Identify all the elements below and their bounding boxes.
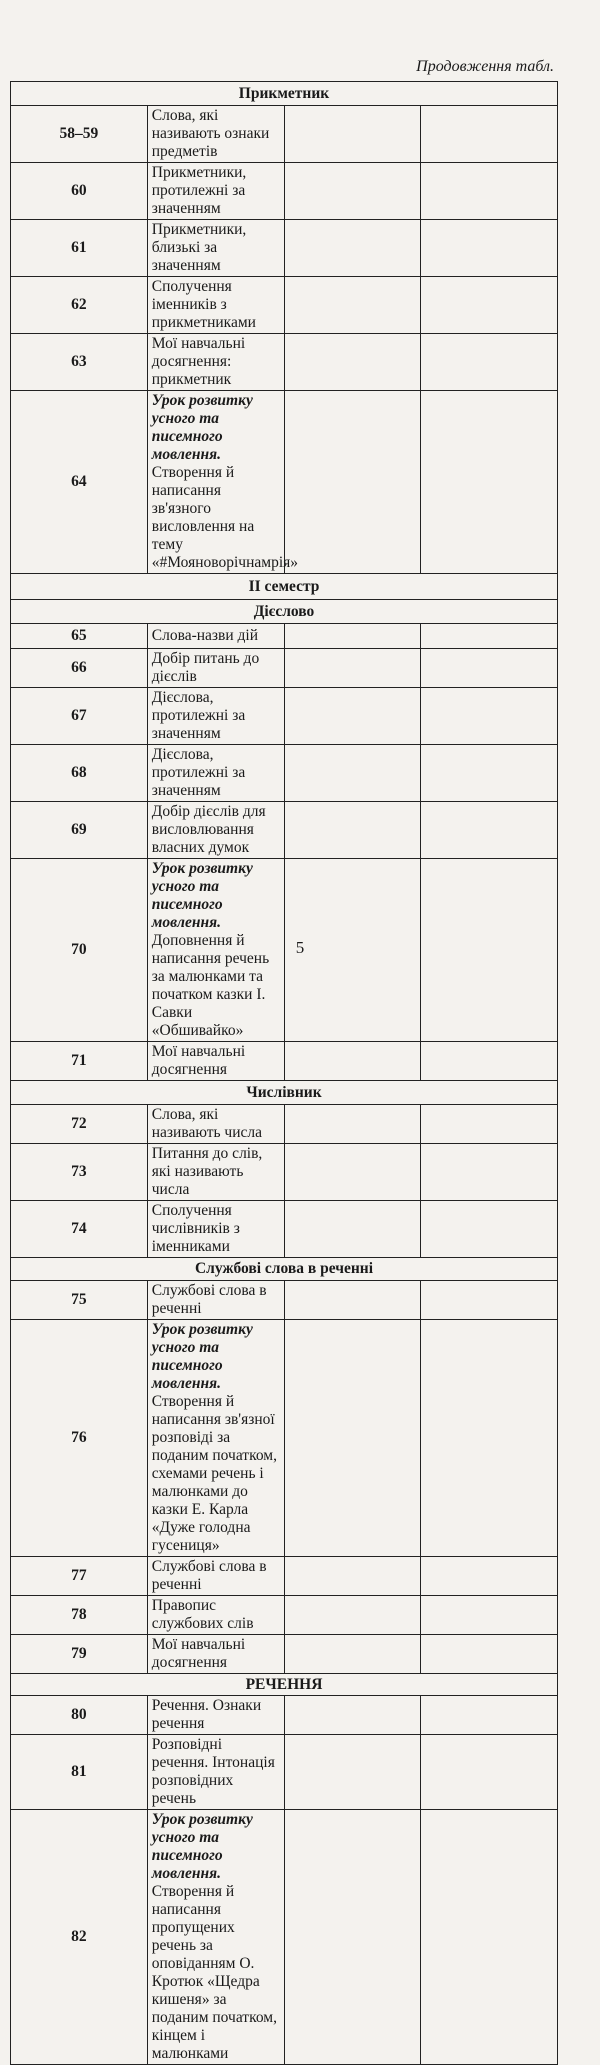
lesson-number: 72: [11, 1105, 148, 1144]
lesson-topic-text: Сполучення іменників з прикметниками: [151, 278, 256, 331]
empty-cell: [284, 277, 421, 334]
lesson-topic: [147, 1696, 284, 1735]
lesson-topic: [147, 802, 284, 859]
lesson-topic: [147, 688, 284, 745]
lesson-row: [11, 1201, 558, 1258]
lesson-topic-text: Питання до слів, які називають числа: [151, 1145, 263, 1198]
lesson-plan-table-body: [11, 82, 558, 2065]
lesson-number: 62: [11, 277, 148, 334]
lesson-number: 81: [11, 1735, 148, 1810]
empty-cell: [284, 1105, 421, 1144]
lesson-number: 67: [11, 688, 148, 745]
empty-cell: [284, 802, 421, 859]
empty-cell: [421, 624, 558, 649]
lesson-topic-text: Прикметники, протилежні за значенням: [151, 164, 247, 217]
lesson-number: 79: [11, 1635, 148, 1674]
lesson-topic: [147, 1557, 284, 1596]
lesson-row: [11, 745, 558, 802]
lesson-topic: [147, 745, 284, 802]
lesson-row: [11, 1281, 558, 1320]
empty-cell: [284, 1281, 421, 1320]
empty-cell: [284, 334, 421, 391]
lesson-row: [11, 106, 558, 163]
empty-cell: [284, 1635, 421, 1674]
lesson-topic-text: Мої навчальні досягнення: [151, 1636, 246, 1671]
lesson-topic-text: Сполучення числівників з іменниками: [151, 1202, 240, 1255]
empty-cell: [421, 1696, 558, 1735]
empty-cell: [421, 1596, 558, 1635]
lesson-topic-text: Мої навчальні досягнення: [151, 1043, 246, 1078]
empty-cell: [284, 220, 421, 277]
empty-cell: [421, 220, 558, 277]
lesson-topic: [147, 106, 284, 163]
lesson-row: [11, 277, 558, 334]
lesson-row: [11, 163, 558, 220]
empty-cell: [284, 1201, 421, 1258]
lesson-row: [11, 1557, 558, 1596]
lesson-number: 68: [11, 745, 148, 802]
section-row: [11, 1081, 558, 1105]
section-row: [11, 574, 558, 600]
lesson-topic-text: Прикметники, близькі за значенням: [151, 221, 247, 274]
empty-cell: [421, 277, 558, 334]
lesson-row: [11, 220, 558, 277]
lesson-number: 74: [11, 1201, 148, 1258]
lesson-number: 71: [11, 1042, 148, 1081]
empty-cell: [421, 391, 558, 574]
empty-cell: [284, 106, 421, 163]
lesson-topic-text: Службові слова в реченні: [151, 1282, 267, 1317]
lesson-row: [11, 1696, 558, 1735]
empty-cell: [421, 1735, 558, 1810]
lesson-number: 69: [11, 802, 148, 859]
empty-cell: [421, 1320, 558, 1557]
lesson-number: 63: [11, 334, 148, 391]
empty-cell: [421, 1042, 558, 1081]
lesson-topic-text: Розповідні речення. Інтонація розповідних речень: [151, 1736, 275, 1807]
lesson-number: 58–59: [11, 106, 148, 163]
empty-cell: [421, 1281, 558, 1320]
lesson-topic: [147, 220, 284, 277]
lesson-topic: [147, 163, 284, 220]
lesson-number: 61: [11, 220, 148, 277]
lesson-topic-text: Речення. Ознаки речення: [151, 1697, 262, 1732]
section-title: Службові слова в реченні: [11, 1258, 558, 1281]
section-title: Числівник: [11, 1081, 558, 1105]
lesson-topic: [147, 1735, 284, 1810]
lesson-number: 65: [11, 624, 148, 649]
lesson-topic: [147, 649, 284, 688]
lesson-topic-text: Мої навчальні досягнення: прикметник: [151, 335, 246, 388]
section-title: РЕЧЕННЯ: [11, 1674, 558, 1696]
page-number: 5: [295, 938, 305, 957]
lesson-number: 80: [11, 1696, 148, 1735]
lesson-topic-text: Доповнення й написання речень за малюнками та початком казки І. Савки «Обшивайко»: [151, 932, 270, 1039]
lesson-number: 82: [11, 1810, 148, 2065]
lesson-number: 73: [11, 1144, 148, 1201]
empty-cell: [421, 334, 558, 391]
lesson-number: 64: [11, 391, 148, 574]
lesson-topic-text: Створення й написання пропущених речень за оповіданням О. Кротюк «Щедра кишеня» за поданим початком, кінцем і малюнками: [151, 1883, 277, 2062]
lesson-number: 66: [11, 649, 148, 688]
lesson-row: [11, 334, 558, 391]
lesson-number: 70: [11, 859, 148, 1042]
empty-cell: [421, 1144, 558, 1201]
empty-cell: [284, 1320, 421, 1557]
empty-cell: [421, 1810, 558, 2065]
lesson-topic-text: Створення й написання зв'язної розповіді за поданим початком, схемами речень і малюнками до казки Е. Карла «Дуже голодна гусениця»: [151, 1393, 277, 1554]
empty-cell: [284, 1144, 421, 1201]
empty-cell: [284, 624, 421, 649]
lesson-topic: [147, 1810, 284, 2065]
empty-cell: [421, 1557, 558, 1596]
section-title: Дієслово: [11, 600, 558, 624]
lesson-topic: [147, 1320, 284, 1557]
lesson-type-label: Урок розвитку усного та писемного мовлення.: [151, 1321, 253, 1392]
empty-cell: [421, 163, 558, 220]
empty-cell: [284, 391, 421, 574]
empty-cell: [284, 1596, 421, 1635]
lesson-row: [11, 1105, 558, 1144]
lesson-topic: [147, 1596, 284, 1635]
empty-cell: [421, 649, 558, 688]
lesson-topic-text: Дієслова, протилежні за значенням: [151, 746, 246, 799]
lesson-row: [11, 1320, 558, 1557]
lesson-type-label: Урок розвитку усного та писемного мовлення.: [151, 1811, 253, 1882]
empty-cell: [421, 1105, 558, 1144]
empty-cell: [284, 649, 421, 688]
section-row: [11, 82, 558, 106]
lesson-number: 75: [11, 1281, 148, 1320]
lesson-row: [11, 1810, 558, 2065]
lesson-plan-table: [10, 81, 558, 2065]
lesson-number: 78: [11, 1596, 148, 1635]
lesson-topic-text: Створення й написання зв'язного висловлення на тему «#Мояноворічнамрія»: [151, 464, 299, 571]
lesson-row: [11, 1144, 558, 1201]
empty-cell: [421, 688, 558, 745]
empty-cell: [284, 745, 421, 802]
section-row: [11, 1258, 558, 1281]
lesson-row: [11, 624, 558, 649]
lesson-topic-text: Слова-назви дій: [151, 627, 259, 644]
empty-cell: [284, 1042, 421, 1081]
empty-cell: [421, 1201, 558, 1258]
lesson-topic: [147, 1144, 284, 1201]
lesson-number: 76: [11, 1320, 148, 1557]
lesson-row: [11, 1735, 558, 1810]
lesson-topic-text: Службові слова в реченні: [151, 1558, 267, 1593]
lesson-topic-text: Слова, які називають ознаки предметів: [151, 107, 270, 160]
lesson-topic: [147, 1042, 284, 1081]
lesson-topic-text: Дієслова, протилежні за значенням: [151, 689, 246, 742]
lesson-topic: [147, 624, 284, 649]
empty-cell: [284, 1810, 421, 2065]
empty-cell: [421, 106, 558, 163]
lesson-type-label: Урок розвитку усного та писемного мовлення.: [151, 860, 253, 931]
lesson-topic-text: Добір дієслів для висловлювання власних думок: [151, 803, 266, 856]
lesson-row: [11, 688, 558, 745]
empty-cell: [284, 1557, 421, 1596]
section-title: Прикметник: [11, 82, 558, 106]
section-row: [11, 600, 558, 624]
lesson-row: [11, 802, 558, 859]
empty-cell: [284, 163, 421, 220]
lesson-type-label: Урок розвитку усного та писемного мовлення.: [151, 392, 253, 463]
empty-cell: [421, 745, 558, 802]
lesson-topic-text: Добір питань до дієслів: [151, 650, 260, 685]
lesson-topic: [147, 391, 299, 574]
empty-cell: [421, 802, 558, 859]
lesson-topic: [147, 1635, 284, 1674]
lesson-topic: [147, 1105, 284, 1144]
section-title: II семестр: [11, 574, 558, 600]
lesson-row: [11, 649, 558, 688]
empty-cell: [284, 688, 421, 745]
lesson-number: 77: [11, 1557, 148, 1596]
section-row: [11, 1674, 558, 1696]
lesson-topic: [147, 334, 284, 391]
lesson-number: 60: [11, 163, 148, 220]
lesson-row: [11, 1596, 558, 1635]
continuation-label: Продовження табл.: [416, 58, 554, 75]
empty-cell: [421, 1635, 558, 1674]
empty-cell: [284, 1696, 421, 1735]
lesson-row: [11, 391, 558, 574]
lesson-row: [11, 1042, 558, 1081]
empty-cell: [284, 1735, 421, 1810]
lesson-topic-text: Слова, які називають числа: [151, 1106, 263, 1141]
lesson-topic: [147, 1201, 284, 1258]
lesson-row: [11, 1635, 558, 1674]
lesson-topic-text: Правопис службових слів: [151, 1597, 254, 1632]
lesson-topic: [147, 1281, 284, 1320]
lesson-topic: [147, 277, 284, 334]
